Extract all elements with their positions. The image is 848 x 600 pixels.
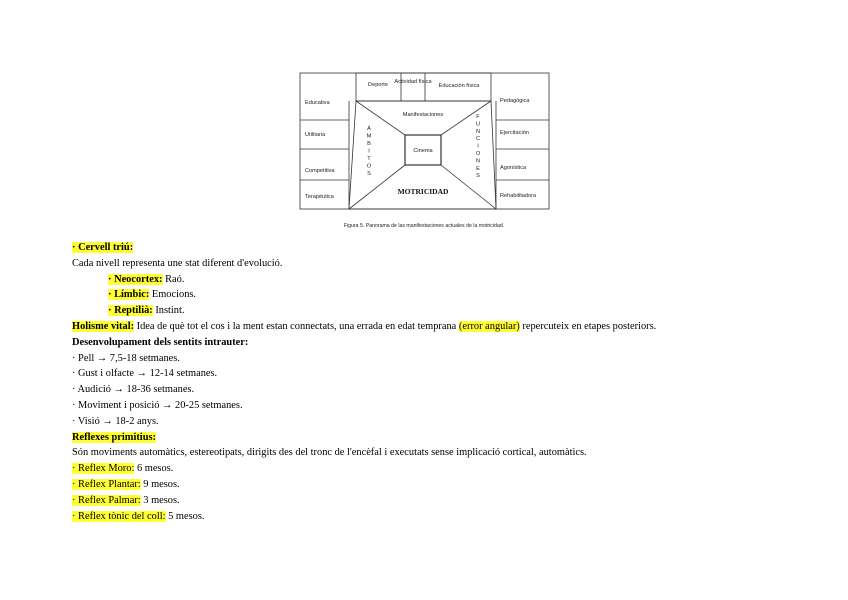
reflex-item (72, 509, 812, 525)
ambitos-letter: O (366, 163, 372, 170)
label-manifestaciones: Manifestaciones (402, 112, 444, 118)
label-terapeutica: Terapéutica (305, 194, 334, 200)
label-competitiva: Competitiva (305, 168, 335, 174)
reflexes-heading: Reflexes primitius: (72, 431, 156, 443)
level-label: · Neocortex: (108, 273, 163, 285)
reflex-text: 9 mesos. (140, 478, 180, 490)
ambitos-letter: B (367, 141, 371, 147)
level-text: Instint. (152, 305, 185, 317)
ambitos-letter: Á (367, 126, 371, 132)
funciones-vertical-label (476, 114, 481, 179)
level-text: Raó. (162, 273, 185, 285)
funciones-letter: S (476, 173, 480, 180)
label-educacion-fisica: Educación física (438, 83, 480, 89)
ambitos-letter: T (367, 156, 371, 162)
label-motricidad: MOTRICIDAD (397, 187, 449, 196)
level-item (72, 272, 812, 288)
ambitos-letter: I (368, 148, 370, 155)
funciones-letter: U (475, 121, 481, 128)
reflex-text: 3 mesos. (140, 494, 180, 506)
level-item (72, 287, 812, 303)
reflex-label: · Reflex Palmar: (72, 494, 141, 506)
funciones-letter: F (476, 114, 480, 120)
reflex-label: · Reflex tònic del coll: (72, 510, 166, 522)
reflexes-heading-line (72, 430, 812, 446)
reflexes-text: Són moviments automàtics, estereotipats, dirigits des del tronc de l'encèfal i executats sense implicació cortical, automàtics. (72, 447, 587, 459)
label-agonistica: Agonística (500, 165, 527, 171)
sentit-item: · Gust i olfacte → 12-14 setmanes. (72, 368, 218, 380)
sentit-item: · Pell → 7,5-18 setmanes. (72, 352, 180, 364)
reflex-label: · Reflex Plantar: (72, 478, 141, 490)
funciones-letter: N (475, 158, 481, 165)
label-rehabilitadora: Rehabilitadora (500, 193, 537, 199)
reflex-label: · Reflex Moro: (72, 463, 135, 475)
funciones-letter: I (477, 143, 479, 150)
label-educativa: Educativa (305, 100, 330, 106)
reflex-item (72, 477, 812, 493)
holisme-highlight: (error angular) (458, 320, 520, 332)
motricity-diagram (299, 72, 550, 235)
label-ejercitacion: Ejercitación (500, 130, 529, 136)
reflex-item (72, 461, 812, 477)
diag-bottom-right (441, 165, 496, 209)
funciones-letter: C (475, 136, 481, 143)
label-actividad-fisica: Actividad física (394, 79, 432, 85)
cervell-heading: · Cervell triú: (72, 242, 134, 253)
motricity-figure (299, 72, 550, 235)
label-pedagogica: Pedagógica (500, 98, 530, 104)
ambitos-vertical-label (367, 125, 372, 177)
diag-top-left (356, 101, 405, 135)
funciones-letter: O (475, 151, 481, 157)
level-item (72, 303, 812, 319)
holisme-text-before: Idea de què tot el cos i la ment estan connectats, una errada en edat temprana (134, 320, 459, 332)
sentits-heading: Desenvolupament dels sentits intrauter: (72, 336, 249, 348)
funciones-letter: E (476, 165, 480, 172)
label-cinema: Cinema (413, 148, 433, 154)
cervell-heading-line (72, 240, 812, 256)
level-label: · Reptilià: (108, 305, 153, 317)
holisme-label: Holisme vital: (72, 320, 135, 332)
ambitos-letter: S (367, 171, 371, 177)
ambitos-letter: M (366, 133, 372, 140)
cervell-text: Cada nivell representa une stat diferent d'evolució. (72, 257, 283, 269)
figure-caption: Figura 5. Panorama de las manifestaciones actuales de la motricidad. (343, 223, 505, 229)
level-label: · Límbic: (108, 289, 150, 301)
reflex-text: 5 mesos. (165, 510, 205, 522)
sentit-item: · Visió → 18-2 anys. (72, 415, 159, 427)
reflex-item (72, 493, 812, 509)
reflex-text: 6 mesos. (134, 463, 174, 475)
holisme-line (72, 319, 812, 335)
funciones-letter: N (475, 128, 481, 135)
diag-top-right (441, 101, 491, 135)
document-body (72, 240, 812, 524)
label-deporte: Deporte (368, 82, 388, 88)
holisme-text-after: repercuteix en etapes posteriors. (519, 320, 657, 332)
sentit-item: · Audició → 18-36 setmanes. (72, 384, 195, 396)
label-utilitaria: Utilitaria (305, 132, 326, 138)
level-text: Emocions. (149, 289, 197, 301)
sentit-item: · Moviment i posició → 20-25 setmanes. (72, 399, 243, 411)
